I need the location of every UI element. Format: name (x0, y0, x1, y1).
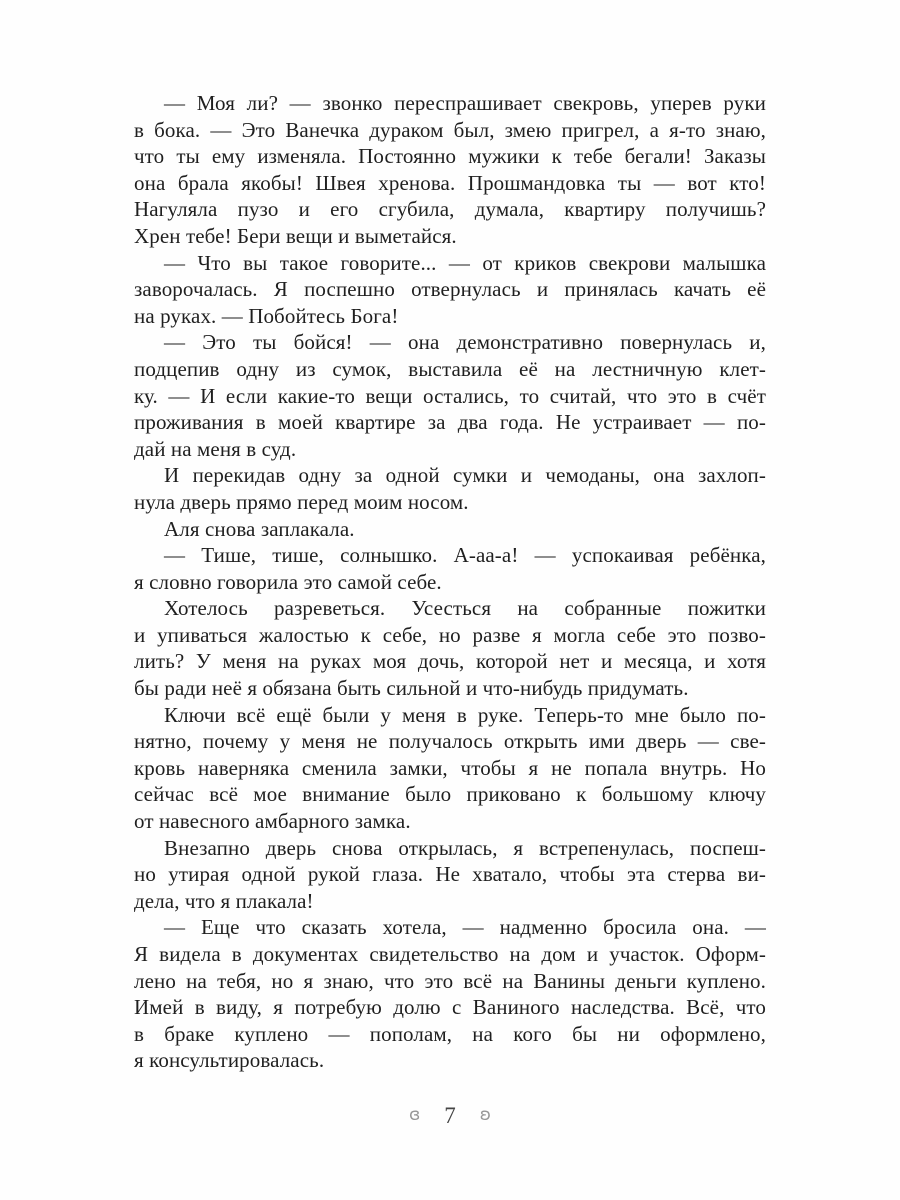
text-line: дай на меня в суд. (134, 436, 297, 461)
text-line: И перекидав одну за одной сумки и чемоданы, она захлоп- (164, 463, 766, 488)
paragraph (134, 702, 766, 835)
text-line: и упиваться жалостью к себе, но разве я могла себе это позво- (134, 622, 766, 647)
text-line: — Еще что сказать хотела, — надменно бросила она. — (164, 915, 766, 940)
paragraph (134, 250, 766, 330)
text-line: я консультировалась. (134, 1048, 325, 1073)
text-line: кровь наверняка сменила замки, чтобы я не попала внутрь. Но (134, 755, 766, 780)
text-line: Хрен тебе! Бери вещи и выметайся. (134, 223, 457, 248)
text-line: Нагуляла пузо и его сгубила, думала, квартиру получишь? (134, 197, 766, 222)
text-line: нятно, почему у меня не получалось открыть ими дверь — све- (134, 729, 766, 754)
text-line: Аля снова заплакала. (164, 516, 355, 541)
text-line: сейчас всё мое внимание было приковано к большому ключу (134, 782, 766, 807)
text-line: — Тише, тише, солнышко. А-аа-а! — успокаивая ребёнка, (164, 543, 766, 568)
paragraph (134, 542, 766, 595)
paragraph (134, 835, 766, 915)
text-line: на руках. — Побойтесь Бога! (134, 303, 399, 328)
page-footer (0, 1104, 900, 1127)
page-number: 7 (444, 1103, 456, 1128)
text-line: заворочалась. Я поспешно отвернулась и принялась качать её (134, 277, 766, 302)
text-line: я словно говорила это самой себе. (134, 569, 442, 594)
text-line: лено на тебя, но я знаю, что это всё на Ванины деньги куплено. (134, 968, 766, 993)
text-line: что ты ему изменяла. Постоянно мужики к тебе бегали! Заказы (134, 144, 766, 169)
text-line: нула дверь прямо перед моим носом. (134, 489, 469, 514)
text-block (134, 90, 766, 1074)
text-line: дела, что я плакала! (134, 888, 314, 913)
paragraph (134, 329, 766, 462)
text-line: подцепив одну из сумок, выставила её на лестничную клет- (134, 356, 766, 381)
text-line: Хотелось разреветься. Усесться на собранные пожитки (164, 596, 766, 621)
text-line: ку. — И если какие-то вещи остались, то считай, что это в счёт (134, 383, 766, 408)
text-line: — Что вы такое говорите... — от криков свекрови малышка (164, 250, 766, 275)
text-line: бы ради неё я обязана быть сильной и что-нибудь придумать. (134, 676, 689, 701)
text-line: проживания в моей квартире за два года. Не устраивает — по- (134, 410, 766, 435)
text-line: лить? У меня на руках моя дочь, которой нет и месяца, и хотя (134, 649, 766, 674)
fleuron-right-icon: ʚ (479, 1105, 492, 1125)
text-line: Внезапно дверь снова открылась, я встрепенулась, поспеш- (164, 835, 766, 860)
text-line: от навесного амбарного замка. (134, 809, 411, 834)
text-line: Имей в виду, я потребую долю с Ваниного наследства. Всё, что (134, 995, 766, 1020)
paragraph (134, 90, 766, 250)
text-line: в браке куплено — пополам, на кого бы ни оформлено, (134, 1021, 766, 1046)
text-line: Ключи всё ещё были у меня в руке. Теперь-то мне было по- (164, 702, 766, 727)
paragraph (134, 595, 766, 701)
text-line: — Это ты бойся! — она демонстративно повернулась и, (164, 330, 766, 355)
fleuron-left-icon: ɞ (408, 1105, 421, 1125)
text-line: — Моя ли? — звонко переспрашивает свекровь, уперев руки (164, 91, 766, 115)
text-line: в бока. — Это Ванечка дураком был, змею пригрел, а я-то знаю, (134, 117, 766, 142)
paragraph (134, 914, 766, 1074)
text-line: но утирая одной рукой глаза. Не хватало, чтобы эта стерва ви- (134, 862, 766, 887)
paragraph (134, 462, 766, 515)
text-line: она брала якобы! Швея хренова. Прошмандовка ты — вот кто! (134, 170, 766, 195)
text-line: Я видела в документах свидетельство на дом и участок. Оформ- (134, 942, 766, 966)
paragraph (134, 516, 766, 543)
